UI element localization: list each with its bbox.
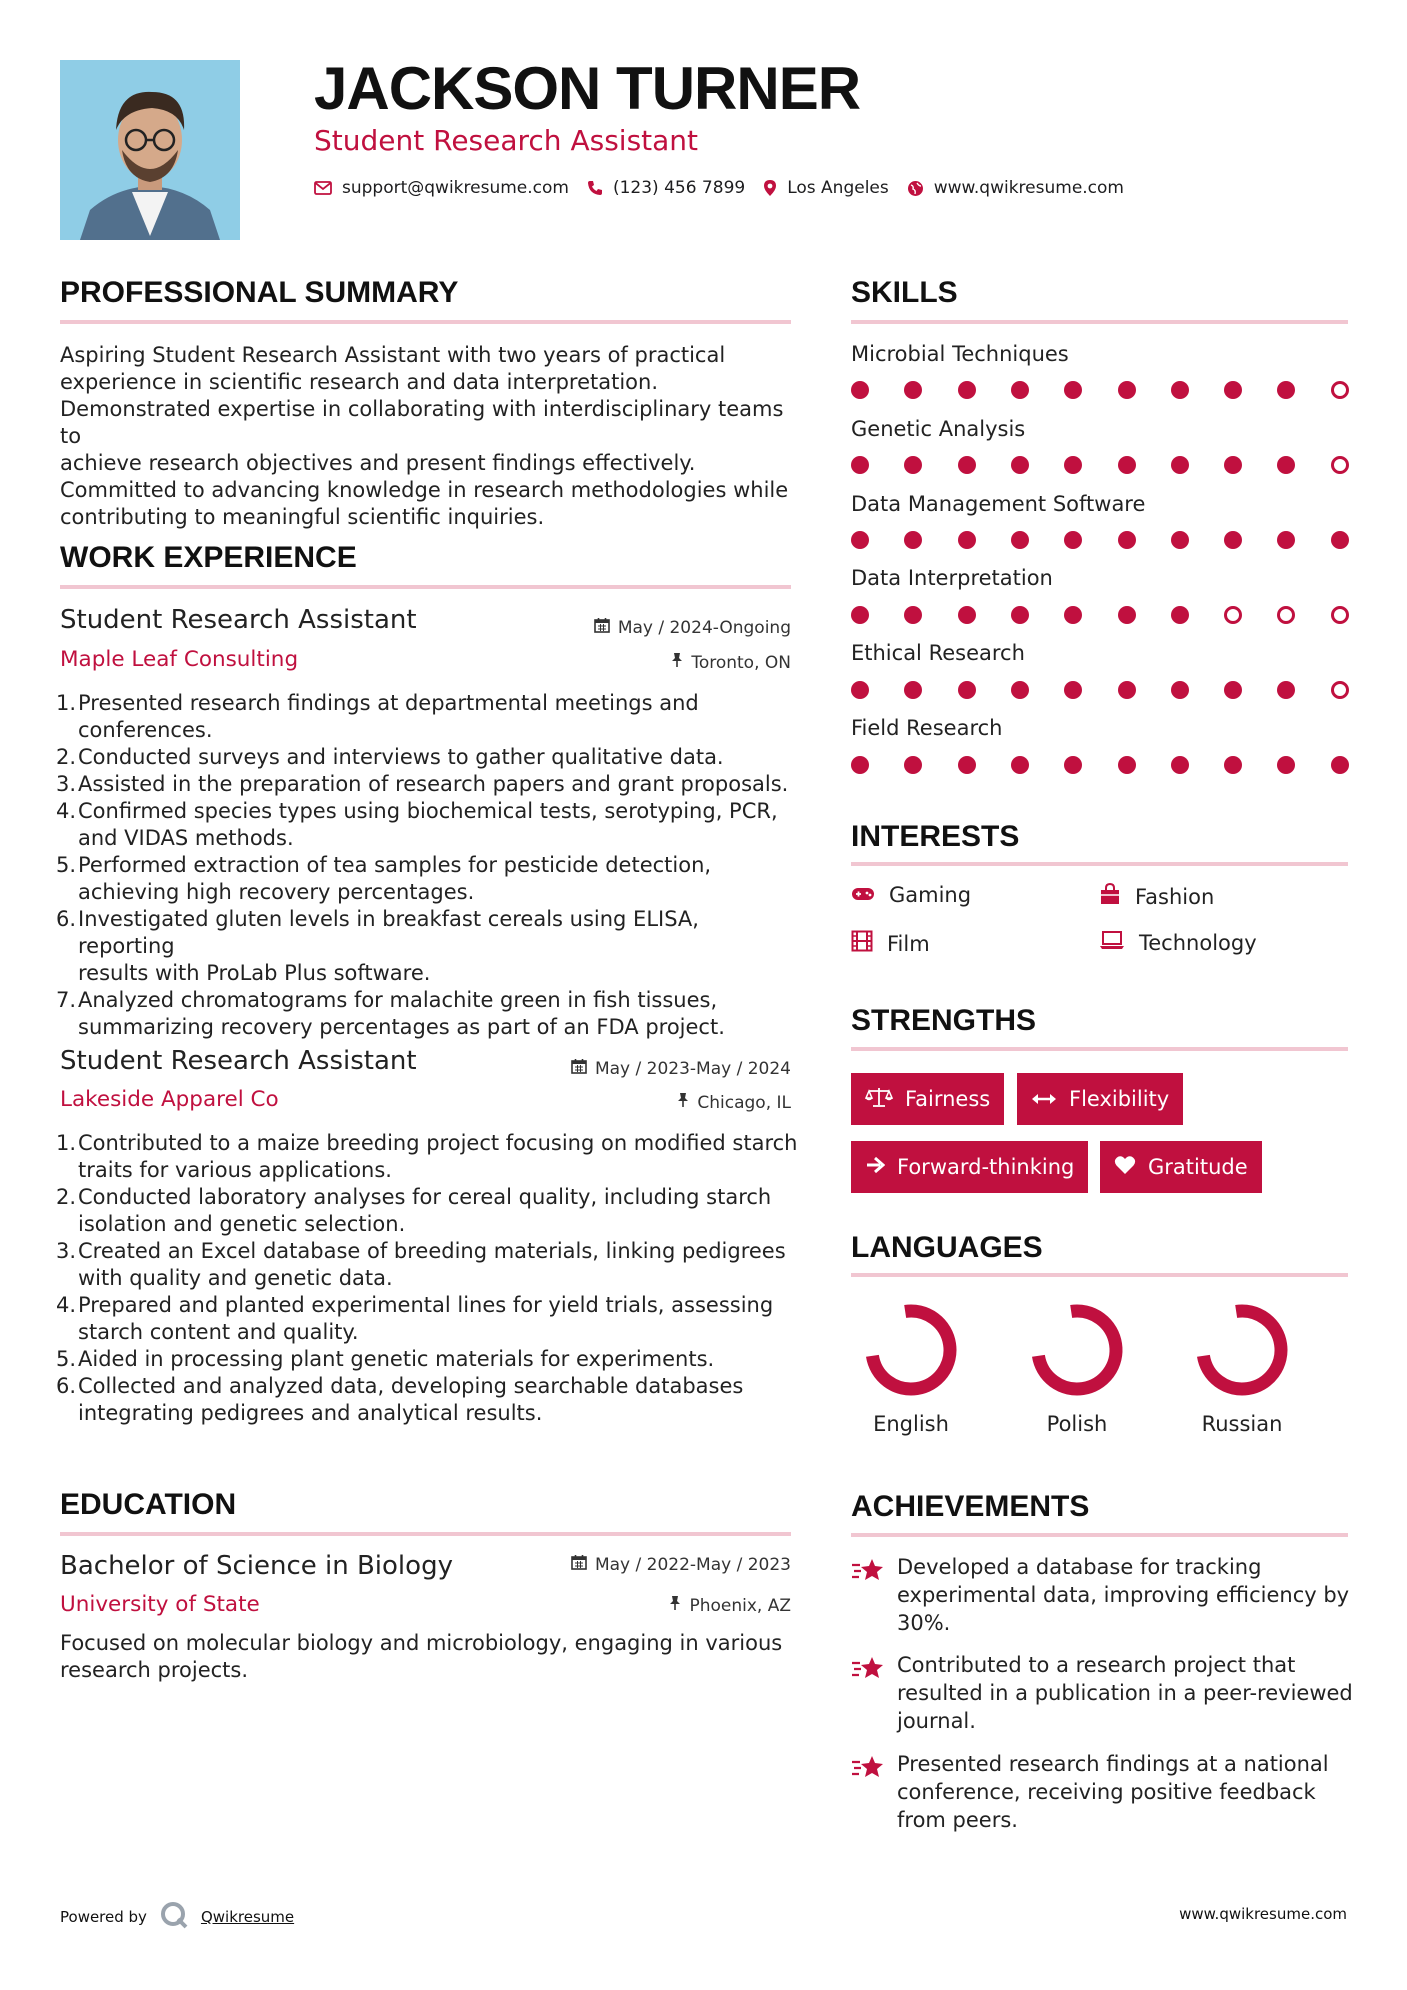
achievement-item [851, 1651, 1361, 1735]
strength-chip: Fairness [851, 1073, 1004, 1125]
contact-email[interactable] [314, 178, 569, 198]
achievements-heading: ACHIEVEMENTS [851, 1490, 1090, 1523]
calendar-icon [571, 1058, 587, 1079]
shooting-star-icon [851, 1750, 885, 1834]
skill-dot-filled [1118, 681, 1136, 699]
job-location-text: Chicago, IL [697, 1092, 791, 1113]
achievement-item [851, 1553, 1361, 1637]
arrow-right-icon [865, 1155, 885, 1179]
skill-rating [851, 606, 1351, 626]
language-item [1002, 1302, 1152, 1436]
job-company: Maple Leaf Consulting [60, 647, 299, 672]
interest-item: Gaming [851, 883, 971, 907]
arrows-horizontal-icon [1031, 1087, 1057, 1111]
language-name: Russian [1201, 1412, 1283, 1436]
skill-name: Ethical Research [851, 641, 1025, 665]
skill-dot-filled [1011, 456, 1029, 474]
skill-dot-filled [904, 681, 922, 699]
skill-dot-empty [1331, 606, 1349, 624]
list-item: 1. Presented research findings at departmental meetings and conferences. [56, 691, 699, 742]
language-item [1167, 1302, 1317, 1436]
interest-item: Technology [1099, 930, 1257, 955]
skills-divider [851, 320, 1348, 324]
skill-dot-empty [1331, 381, 1349, 399]
interests-heading: INTERESTS [851, 820, 1020, 853]
skill-dot-filled [1277, 756, 1295, 774]
contact-website[interactable] [907, 178, 1124, 198]
job-date-text: May / 2023-May / 2024 [594, 1058, 791, 1079]
skill-dot-filled [1224, 531, 1242, 549]
education-location-text: Phoenix, AZ [689, 1595, 791, 1616]
skill-dot-filled [1118, 756, 1136, 774]
skill-dot-filled [851, 381, 869, 399]
map-pin-icon [763, 179, 777, 197]
summary-divider [60, 320, 791, 324]
skill-dot-empty [1277, 606, 1295, 624]
contact-phone[interactable] [587, 178, 745, 198]
skill-dot-filled [1224, 381, 1242, 399]
strengths-divider [851, 1047, 1348, 1051]
pushpin-icon [677, 1092, 689, 1113]
skill-dot-filled [904, 531, 922, 549]
skill-dot-filled [1224, 456, 1242, 474]
strength-chip: Forward-thinking [851, 1141, 1088, 1193]
languages-divider [851, 1273, 1348, 1277]
skill-dot-filled [1277, 456, 1295, 474]
skill-dot-filled [1011, 606, 1029, 624]
skill-rating [851, 456, 1351, 476]
education-heading: EDUCATION [60, 1488, 237, 1521]
skill-dot-filled [904, 456, 922, 474]
job-date [594, 617, 791, 638]
skill-dot-filled [1064, 756, 1082, 774]
skill-dot-filled [1277, 681, 1295, 699]
skill-dot-filled [1064, 381, 1082, 399]
skill-name: Field Research [851, 716, 1003, 740]
skill-dot-empty [1331, 456, 1349, 474]
achievement-item [851, 1750, 1361, 1834]
summary-line: achieve research objectives and present findings effectively. [60, 451, 696, 475]
list-item: 5. Performed extraction of tea samples for pesticide detection, achieving high recovery percentages. [56, 853, 712, 904]
list-item: 4. Prepared and planted experimental lines for yield trials, assessing starch content and quality. [56, 1293, 774, 1344]
skill-dot-filled [1224, 756, 1242, 774]
phone-text: (123) 456 7899 [612, 178, 746, 198]
heart-icon [1114, 1155, 1136, 1180]
education-divider [60, 1532, 791, 1536]
job-location-text: Toronto, ON [691, 652, 791, 673]
job-title: Student Research Assistant [60, 605, 417, 635]
list-item: 2. Conducted surveys and interviews to gather qualitative data. [56, 745, 724, 769]
skill-dot-empty [1224, 606, 1242, 624]
qwikresume-logo-icon [159, 1900, 189, 1934]
languages-heading: LANGUAGES [851, 1231, 1043, 1264]
education-date-text: May / 2022-May / 2023 [594, 1554, 791, 1575]
list-item: 3. Created an Excel database of breeding materials, linking pedigrees with quality and genetic data. [56, 1239, 786, 1290]
skill-dot-filled [958, 681, 976, 699]
job-location [677, 1092, 791, 1113]
skills-heading: SKILLS [851, 276, 958, 309]
school-name: University of State [60, 1592, 260, 1617]
skill-dot-filled [1064, 606, 1082, 624]
strength-chip: Flexibility [1017, 1073, 1183, 1125]
location-text: Los Angeles [787, 178, 889, 198]
job-duties-list [56, 690, 800, 1041]
education-description: Focused on molecular biology and microbiology, engaging in various research projects. [60, 1631, 783, 1682]
strengths-heading: STRENGTHS [851, 1004, 1037, 1037]
skill-dot-filled [1224, 681, 1242, 699]
skill-name: Data Interpretation [851, 566, 1053, 590]
skill-dot-filled [904, 381, 922, 399]
list-item: 6. Investigated gluten levels in breakfast cereals using ELISA, reporting results with ProLab Plus software. [56, 907, 699, 985]
job-duties-list [56, 1130, 800, 1427]
skill-dot-filled [958, 531, 976, 549]
summary-line: contributing to meaningful scientific inquiries. [60, 505, 545, 529]
language-name: Polish [1046, 1412, 1108, 1436]
skill-name: Data Management Software [851, 492, 1146, 516]
skill-dot-filled [1064, 456, 1082, 474]
job-location [671, 652, 791, 673]
skill-dot-filled [958, 756, 976, 774]
work-divider [60, 585, 791, 589]
qwikresume-link[interactable]: Qwikresume [200, 1908, 295, 1926]
calendar-icon [594, 617, 610, 638]
skill-dot-filled [851, 681, 869, 699]
skill-dot-filled [1171, 381, 1189, 399]
skill-dot-filled [851, 756, 869, 774]
strength-chip: Gratitude [1100, 1141, 1262, 1193]
education-location [669, 1595, 791, 1616]
candidate-title: Student Research Assistant [314, 124, 699, 157]
contact-location [763, 178, 889, 198]
interest-item: Fashion [1099, 883, 1214, 910]
skill-dot-filled [1011, 531, 1029, 549]
degree-title: Bachelor of Science in Biology [60, 1551, 453, 1581]
skill-dot-filled [1118, 456, 1136, 474]
shopping-bag-icon [1099, 883, 1121, 910]
skill-dot-filled [1331, 531, 1349, 549]
achievements-divider [851, 1533, 1348, 1537]
skill-dot-filled [1064, 681, 1082, 699]
summary-line: Demonstrated expertise in collaborating with interdisciplinary teams to [60, 397, 784, 448]
work-heading: WORK EXPERIENCE [60, 541, 357, 574]
list-item: 3. Assisted in the preparation of research papers and grant proposals. [56, 772, 789, 796]
skill-dot-filled [958, 456, 976, 474]
shooting-star-icon [851, 1651, 885, 1735]
summary-line: Aspiring Student Research Assistant with two years of practical [60, 343, 726, 367]
list-item: 5. Aided in processing plant genetic materials for experiments. [56, 1347, 715, 1371]
skill-name: Genetic Analysis [851, 417, 1026, 441]
skill-dot-filled [1118, 381, 1136, 399]
list-item: 7. Analyzed chromatograms for malachite green in fish tissues, summarizing recovery percentages as part of an FDA project. [56, 988, 725, 1039]
laptop-icon [1099, 930, 1125, 955]
pushpin-icon [671, 652, 683, 673]
skill-dot-filled [1118, 606, 1136, 624]
job-date-text: May / 2024-Ongoing [617, 617, 791, 638]
language-level-arc [1203, 1311, 1281, 1389]
list-item: 2. Conducted laboratory analyses for cereal quality, including starch isolation and genetic selection. [56, 1185, 772, 1236]
summary-text [60, 342, 800, 531]
skill-dot-filled [1277, 381, 1295, 399]
skill-dot-filled [1011, 681, 1029, 699]
summary-line: Committed to advancing knowledge in research methodologies while [60, 478, 789, 502]
language-item [836, 1302, 986, 1436]
skill-dot-filled [1171, 606, 1189, 624]
email-text: support@qwikresume.com [342, 178, 569, 198]
candidate-name: JACKSON TURNER [314, 55, 861, 122]
skill-dot-filled [1171, 681, 1189, 699]
film-icon [851, 930, 873, 957]
contact-bar [314, 178, 1130, 198]
list-item: 4. Confirmed species types using biochemical tests, serotyping, PCR, and VIDAS methods. [56, 799, 778, 850]
skill-dot-filled [1118, 531, 1136, 549]
footer-website[interactable]: www.qwikresume.com [1179, 1905, 1347, 1923]
skill-rating [851, 381, 1351, 401]
powered-by-text: Powered by [60, 1908, 147, 1926]
language-level-ring [1194, 1302, 1290, 1398]
skill-dot-filled [851, 456, 869, 474]
globe-icon [907, 180, 924, 197]
gamepad-icon [851, 883, 875, 907]
skill-dot-filled [1277, 531, 1295, 549]
interest-item: Film [851, 930, 930, 957]
profile-photo [60, 60, 240, 240]
phone-icon [587, 180, 603, 196]
list-item: 6. Collected and analyzed data, developing searchable databases integrating pedigrees and analytical results. [56, 1374, 744, 1425]
pushpin-icon [669, 1595, 681, 1616]
skill-dot-filled [958, 606, 976, 624]
skill-rating [851, 531, 1351, 551]
summary-heading: PROFESSIONAL SUMMARY [60, 276, 459, 309]
skill-rating [851, 681, 1351, 701]
skill-dot-filled [1171, 531, 1189, 549]
language-level-arc [1038, 1311, 1116, 1389]
website-text: www.qwikresume.com [933, 178, 1124, 198]
skill-dot-filled [1011, 381, 1029, 399]
scale-icon [865, 1086, 893, 1113]
achievement-text: Contributed to a research project that resulted in a publication in a peer-reviewed journal. [897, 1653, 1353, 1733]
list-item: 1. Contributed to a maize breeding project focusing on modified starch traits for various applications. [56, 1131, 798, 1182]
shooting-star-icon [851, 1553, 885, 1637]
job-title: Student Research Assistant [60, 1046, 417, 1076]
achievement-text: Developed a database for tracking experimental data, improving efficiency by 30%. [897, 1555, 1350, 1635]
job-date [571, 1058, 791, 1079]
footer-powered-by [60, 1900, 294, 1934]
skill-dot-filled [904, 756, 922, 774]
skill-dot-filled [1064, 531, 1082, 549]
language-level-arc [872, 1311, 950, 1389]
education-date [571, 1554, 791, 1575]
skill-rating [851, 756, 1351, 776]
language-level-ring [863, 1302, 959, 1398]
skill-dot-filled [1331, 756, 1349, 774]
achievement-text: Presented research findings at a national conference, receiving positive feedback from peers. [897, 1752, 1329, 1832]
calendar-icon [571, 1554, 587, 1575]
skill-dot-filled [1171, 456, 1189, 474]
job-company: Lakeside Apparel Co [60, 1087, 279, 1112]
language-level-ring [1029, 1302, 1125, 1398]
skill-dot-filled [958, 381, 976, 399]
summary-line: experience in scientific research and data interpretation. [60, 370, 658, 394]
skill-name: Microbial Techniques [851, 342, 1069, 366]
skill-dot-empty [1331, 681, 1349, 699]
interests-divider [851, 862, 1348, 866]
skill-dot-filled [1171, 756, 1189, 774]
skill-dot-filled [904, 606, 922, 624]
language-name: English [873, 1412, 949, 1436]
skill-dot-filled [851, 531, 869, 549]
envelope-icon [314, 181, 332, 195]
skill-dot-filled [851, 606, 869, 624]
skill-dot-filled [1011, 756, 1029, 774]
